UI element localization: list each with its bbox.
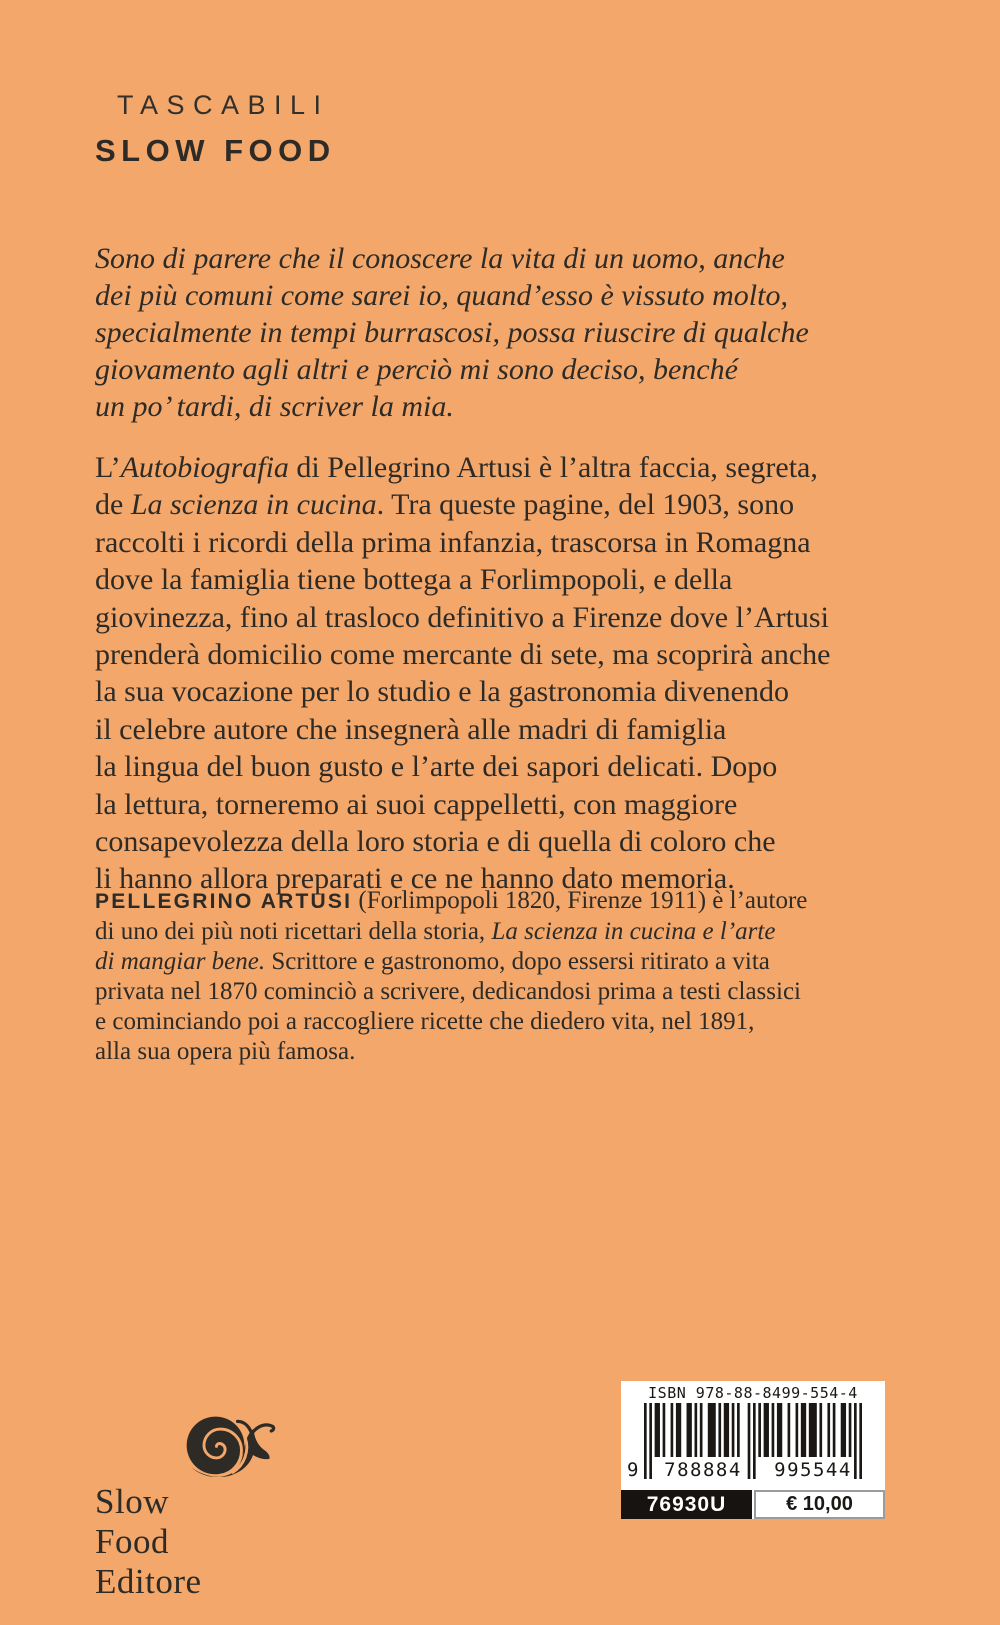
text-line: L’Autobiografia di Pellegrino Artusi è l’altra faccia, segreta, bbox=[95, 451, 818, 484]
barcode-area bbox=[621, 1381, 885, 1488]
price-box: € 10,00 bbox=[754, 1490, 885, 1519]
barcode-digit-group-1: 9 bbox=[627, 1459, 640, 1481]
publisher-name: Slow Food Editore bbox=[95, 1482, 202, 1601]
imprint-brand-label: SLOW FOOD bbox=[95, 133, 336, 168]
text-line: Sono di parere che il conoscere la vita di un uomo, anche bbox=[95, 242, 785, 275]
text-line: li hanno allora preparati e ce ne hanno dato memoria. bbox=[95, 862, 735, 896]
book-description bbox=[95, 449, 831, 898]
barcode-digit-group-2: 788884 bbox=[664, 1459, 742, 1481]
barcode-panel bbox=[621, 1381, 885, 1519]
author-bio bbox=[95, 886, 807, 1067]
text-line: specialmente in tempi burrascosi, possa riuscire di qualche bbox=[95, 316, 809, 349]
imprint-series-label: TASCABILI bbox=[117, 90, 330, 120]
text-line: giovinezza, fino al trasloco definitivo a Firenze dove l’Artusi bbox=[95, 600, 829, 634]
text-line: la lettura, torneremo ai suoi cappelletti, con maggiore bbox=[95, 787, 738, 821]
imprint-header bbox=[95, 90, 336, 169]
text-line: prenderà domicilio come mercante di sete, ma scoprirà anche bbox=[95, 638, 831, 672]
text-line: PELLEGRINO ARTUSI (Forlimpopoli 1820, Firenze 1911) è l’autore bbox=[95, 887, 808, 914]
text-line: la lingua del buon gusto e l’arte dei sapori delicati. Dopo bbox=[95, 750, 778, 784]
text-line: la sua vocazione per lo studio e la gastronomia divenendo bbox=[95, 675, 789, 709]
text-line: dei più comuni come sarei io, quand’esso è vissuto molto, bbox=[95, 279, 788, 312]
text-line: dove la famiglia tiene bottega a Forlimpopoli, e della bbox=[95, 563, 733, 597]
barcode-digit-group-3: 995544 bbox=[774, 1459, 852, 1481]
author-quote bbox=[95, 240, 809, 425]
isbn-label: ISBN 978-88-8499-554-4 bbox=[648, 1384, 858, 1402]
text-line: de La scienza in cucina. Tra queste pagine, del 1903, sono bbox=[95, 488, 795, 522]
snail-logo-icon bbox=[174, 1406, 282, 1481]
price-strip bbox=[621, 1490, 885, 1519]
product-code-box: 76930U bbox=[621, 1490, 752, 1519]
text-line: privata nel 1870 cominciò a scrivere, dedicandosi prima a testi classici bbox=[95, 978, 802, 1005]
text-line: giovamento agli altri e perciò mi sono deciso, benché bbox=[95, 353, 738, 386]
text-line: un po’ tardi, di scriver la mia. bbox=[95, 390, 454, 423]
text-line: consapevolezza della loro storia e di quella di coloro che bbox=[95, 825, 776, 859]
text-line: alla sua opera più famosa. bbox=[95, 1038, 356, 1065]
text-line: raccolti i ricordi della prima infanzia, trascorsa in Romagna bbox=[95, 525, 811, 559]
text-line: di uno dei più noti ricettari della storia, La scienza in cucina e l’arte bbox=[95, 918, 776, 945]
text-line: di mangiar bene. Scrittore e gastronomo, dopo essersi ritirato a vita bbox=[95, 948, 770, 975]
text-line: il celebre autore che insegnerà alle madri di famiglia bbox=[95, 712, 727, 746]
text-line: e cominciando poi a raccogliere ricette che diedero vita, nel 1891, bbox=[95, 1008, 755, 1035]
